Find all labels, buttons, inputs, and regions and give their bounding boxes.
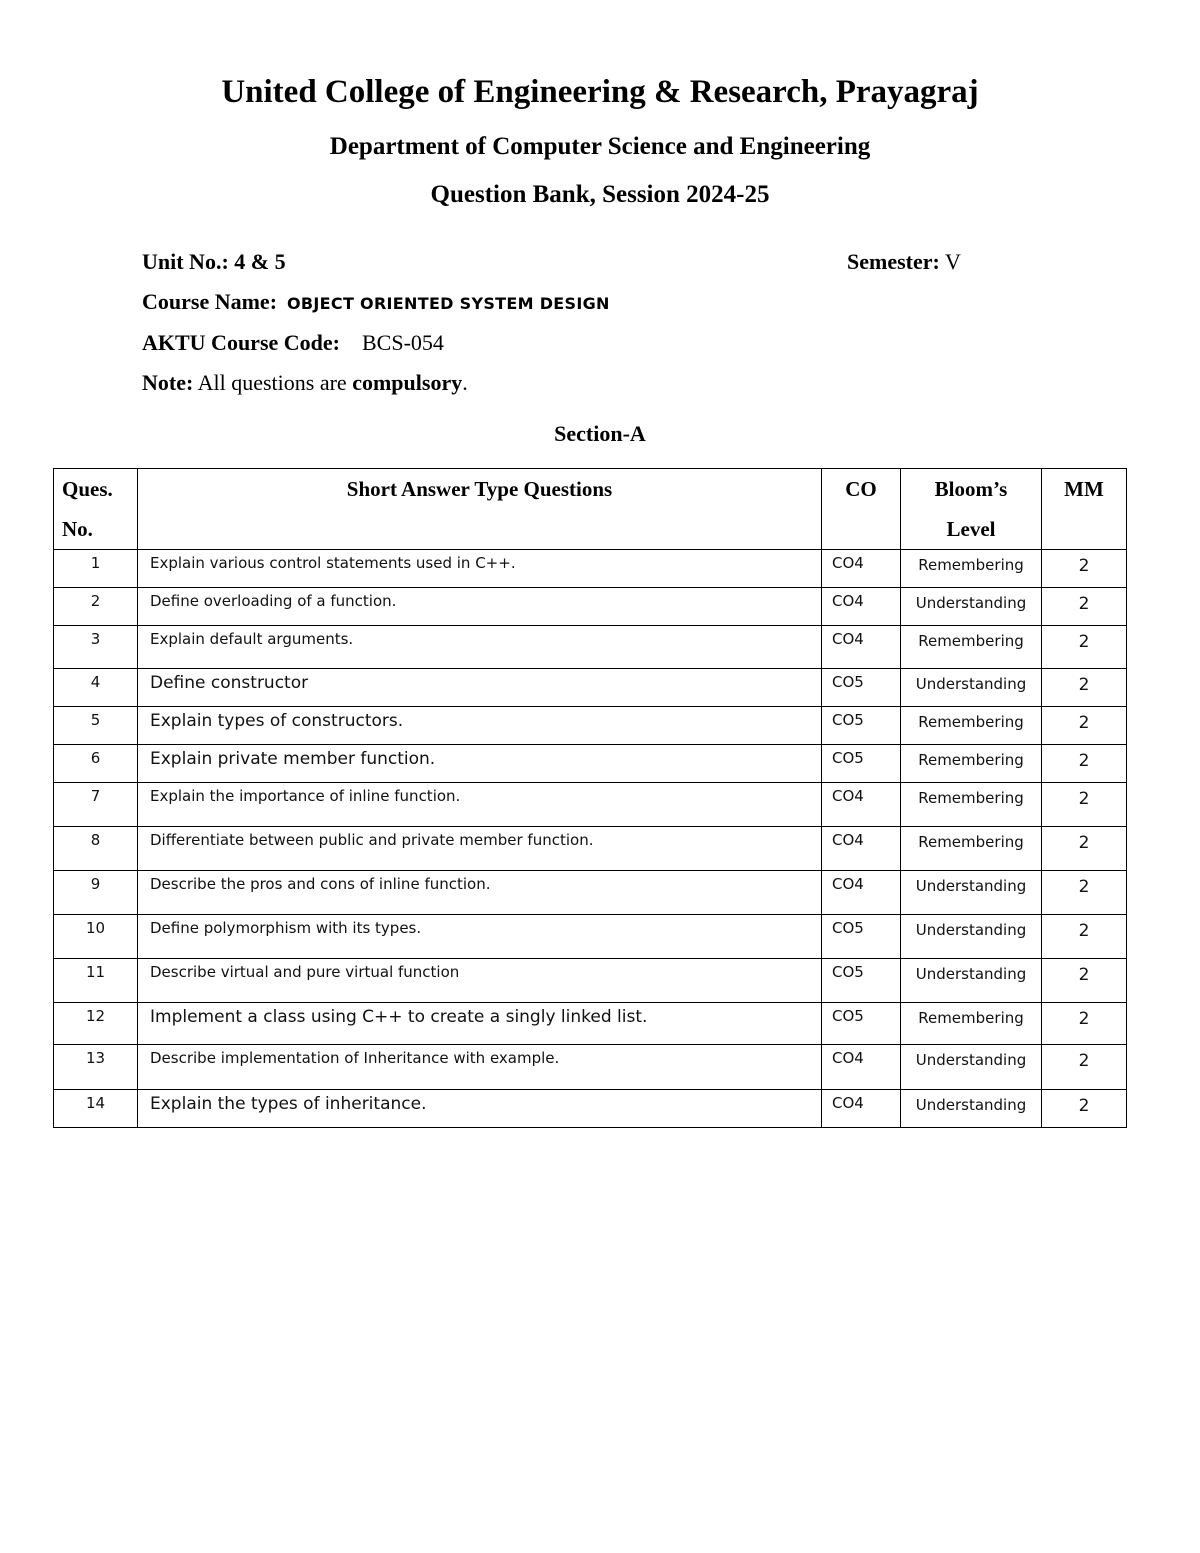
course-code-label: AKTU Course Code: [142, 330, 340, 355]
note-label: Note: [142, 370, 194, 395]
table-row [54, 1090, 1127, 1128]
header-mm: MM [1042, 469, 1127, 550]
college-title: United College of Engineering & Research, Prayagraj [221, 74, 979, 110]
blooms-level-cell: Remembering [901, 827, 1042, 871]
question-text-cell: Implement a class using C++ to create a singly linked list. [138, 1003, 822, 1045]
co-cell: CO4 [822, 1045, 901, 1090]
blooms-level-cell: Remembering [901, 550, 1042, 588]
question-text-cell: Explain types of constructors. [138, 707, 822, 745]
question-text-cell: Describe the pros and cons of inline function. [138, 871, 822, 915]
blooms-level-cell: Remembering [901, 707, 1042, 745]
question-number-cell: 1 [54, 550, 138, 588]
max-marks-cell: 2 [1042, 827, 1127, 871]
max-marks-cell: 2 [1042, 550, 1127, 588]
questions-table [53, 468, 1127, 1128]
question-text-cell: Describe virtual and pure virtual function [138, 959, 822, 1003]
note-text: All questions are [197, 370, 347, 395]
max-marks-cell: 2 [1042, 871, 1127, 915]
co-cell: CO5 [822, 707, 901, 745]
question-number-cell: 7 [54, 783, 138, 827]
course-code [142, 330, 444, 356]
question-number-cell: 2 [54, 588, 138, 626]
note-emphasis: compulsory [352, 370, 463, 395]
max-marks-cell: 2 [1042, 626, 1127, 669]
question-bank-title: Question Bank, Session 2024-25 [430, 181, 770, 208]
question-number-cell: 3 [54, 626, 138, 669]
blooms-level-cell: Understanding [901, 959, 1042, 1003]
co-cell: CO5 [822, 745, 901, 783]
header-question-number: Ques. No. [54, 469, 138, 550]
question-number-cell: 4 [54, 669, 138, 707]
co-cell: CO4 [822, 1090, 901, 1128]
semester-value: V [944, 249, 961, 274]
question-number-cell: 5 [54, 707, 138, 745]
co-cell: CO4 [822, 827, 901, 871]
max-marks-cell: 2 [1042, 915, 1127, 959]
table-header-row [54, 469, 1127, 550]
table-row [54, 1045, 1127, 1090]
table-row [54, 707, 1127, 745]
question-text-cell: Explain default arguments. [138, 626, 822, 669]
table-row [54, 588, 1127, 626]
blooms-level-cell: Understanding [901, 588, 1042, 626]
table-row [54, 783, 1127, 827]
question-text-cell: Describe implementation of Inheritance with example. [138, 1045, 822, 1090]
note [142, 370, 468, 396]
blooms-level-cell: Understanding [901, 1090, 1042, 1128]
blooms-level-cell: Remembering [901, 783, 1042, 827]
note-end: . [462, 370, 468, 395]
table-row [54, 550, 1127, 588]
course-name-value: OBJECT ORIENTED SYSTEM DESIGN [287, 294, 610, 313]
blooms-level-cell: Understanding [901, 915, 1042, 959]
question-number-cell: 10 [54, 915, 138, 959]
max-marks-cell: 2 [1042, 783, 1127, 827]
question-number-cell: 14 [54, 1090, 138, 1128]
question-text-cell: Explain private member function. [138, 745, 822, 783]
co-cell: CO4 [822, 626, 901, 669]
course-name-label: Course Name: [142, 289, 278, 314]
co-cell: CO4 [822, 550, 901, 588]
co-cell: CO5 [822, 915, 901, 959]
question-number-cell: 11 [54, 959, 138, 1003]
unit-number: Unit No.: 4 & 5 [142, 249, 286, 274]
max-marks-cell: 2 [1042, 707, 1127, 745]
semester [847, 249, 961, 275]
question-number-cell: 8 [54, 827, 138, 871]
semester-label: Semester: [847, 249, 940, 274]
question-number-cell: 13 [54, 1045, 138, 1090]
table-row [54, 871, 1127, 915]
co-cell: CO5 [822, 669, 901, 707]
header-question: Short Answer Type Questions [138, 469, 822, 550]
co-cell: CO4 [822, 871, 901, 915]
co-cell: CO5 [822, 1003, 901, 1045]
co-cell: CO4 [822, 588, 901, 626]
max-marks-cell: 2 [1042, 745, 1127, 783]
department-title: Department of Computer Science and Engineering [329, 133, 871, 160]
table-row [54, 745, 1127, 783]
question-text-cell: Explain various control statements used in C++. [138, 550, 822, 588]
max-marks-cell: 2 [1042, 669, 1127, 707]
question-text-cell: Explain the importance of inline function. [138, 783, 822, 827]
question-text-cell: Define constructor [138, 669, 822, 707]
blooms-level-cell: Remembering [901, 1003, 1042, 1045]
question-text-cell: Define polymorphism with its types. [138, 915, 822, 959]
max-marks-cell: 2 [1042, 588, 1127, 626]
question-text-cell: Differentiate between public and private member function. [138, 827, 822, 871]
blooms-level-cell: Understanding [901, 669, 1042, 707]
question-text-cell: Explain the types of inheritance. [138, 1090, 822, 1128]
max-marks-cell: 2 [1042, 1045, 1127, 1090]
max-marks-cell: 2 [1042, 1003, 1127, 1045]
question-text-cell: Define overloading of a function. [138, 588, 822, 626]
blooms-level-cell: Remembering [901, 745, 1042, 783]
header-co: CO [822, 469, 901, 550]
max-marks-cell: 2 [1042, 1090, 1127, 1128]
co-cell: CO4 [822, 783, 901, 827]
course-code-value: BCS-054 [362, 330, 444, 355]
table-row [54, 827, 1127, 871]
table-row [54, 959, 1127, 1003]
question-number-cell: 12 [54, 1003, 138, 1045]
question-number-cell: 6 [54, 745, 138, 783]
table-row [54, 1003, 1127, 1045]
header-blooms-level: Bloom’s Level [901, 469, 1042, 550]
co-cell: CO5 [822, 959, 901, 1003]
blooms-level-cell: Remembering [901, 626, 1042, 669]
blooms-level-cell: Understanding [901, 1045, 1042, 1090]
question-number-cell: 9 [54, 871, 138, 915]
section-title: Section-A [554, 421, 646, 446]
blooms-level-cell: Understanding [901, 871, 1042, 915]
course-name [142, 289, 610, 315]
table-row [54, 626, 1127, 669]
table-row [54, 669, 1127, 707]
max-marks-cell: 2 [1042, 959, 1127, 1003]
table-row [54, 915, 1127, 959]
